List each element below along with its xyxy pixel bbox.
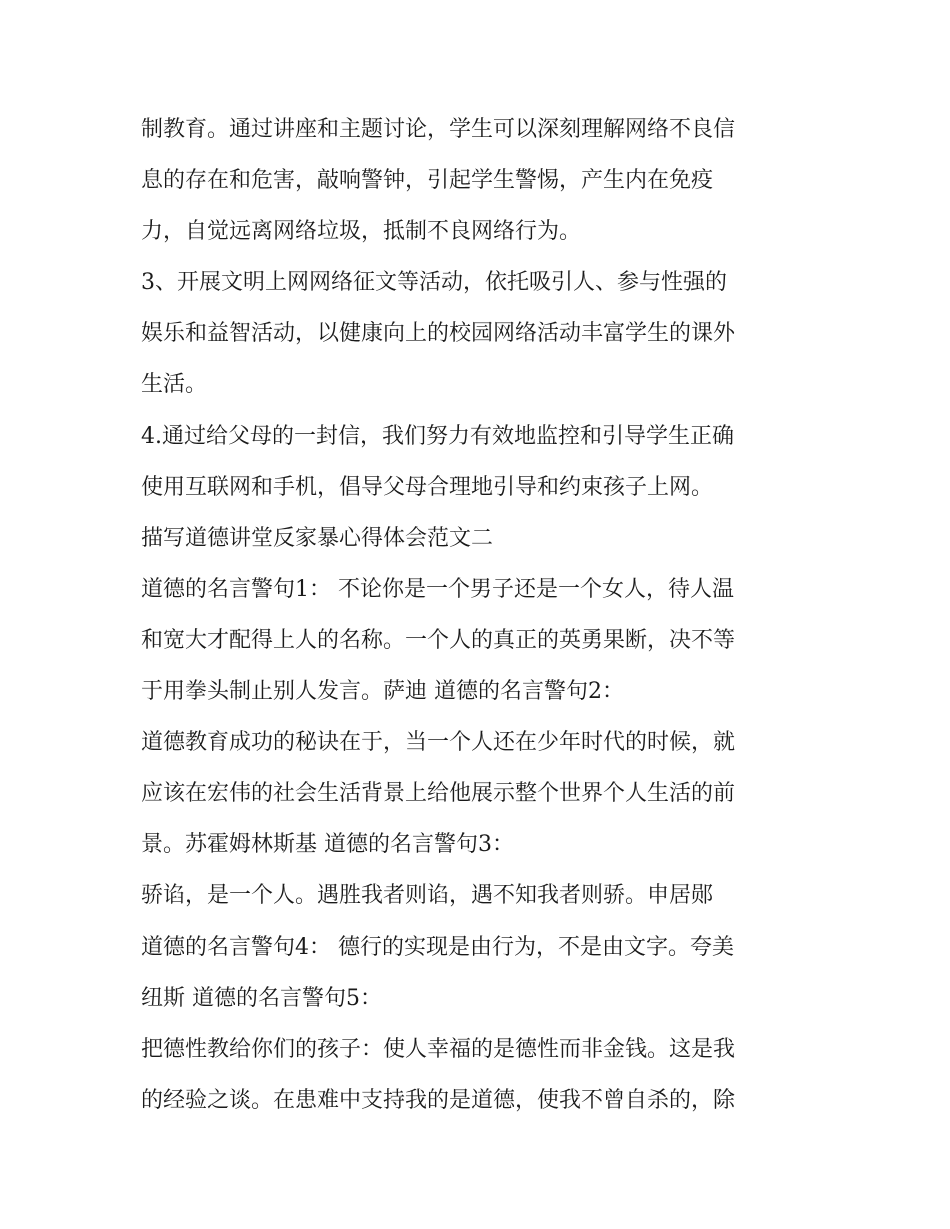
text-line: 景。苏霍姆林斯基 道德的名言警句3： [141,832,514,858]
section-heading: 描写道德讲堂反家暴心得体会范文二 [141,525,494,551]
text-line: 娱乐和益智活动，以健康向上的校园网络活动丰富学生的课外 [141,321,736,347]
text-line: 的经验之谈。在患难中支持我的是道德，使我不曾自杀的，除 [141,1087,736,1113]
text-line: 使用互联网和手机，倡导父母合理地引导和约束孩子上网。 [141,474,714,500]
text-line: 于用拳头制止别人发言。萨迪 道德的名言警句2： [141,679,624,705]
text-line: 纽斯 道德的名言警句5： [141,985,382,1011]
text-line: 力，自觉远离网络垃圾，抵制不良网络行为。 [141,219,582,245]
text-line: 4.通过给父母的一封信，我们努力有效地监控和引导学生正确 [141,423,734,449]
text-line: 息的存在和危害，敲响警钟，引起学生警惕，产生内在免疫 [141,168,714,194]
text-line: 把德性教给你们的孩子：使人幸福的是德性而非金钱。这是我 [141,1036,736,1062]
text-line: 骄谄，是一个人。遇胜我者则谄，遇不知我者则骄。申居郧 [141,883,714,909]
text-line: 和宽大才配得上人的名称。一个人的真正的英勇果断，决不等 [141,627,736,653]
text-line: 道德的名言警句4： 德行的实现是由行为，不是由文字。夸美 [141,934,734,960]
document-body [141,104,821,1126]
text-line: 道德的名言警句1： 不论你是一个男子还是一个女人，待人温 [141,576,734,602]
text-line: 应该在宏伟的社会生活背景上给他展示整个世界个人生活的前 [141,781,736,807]
text-line: 生活。 [141,372,208,398]
text-line: 道德教育成功的秘诀在于，当一个人还在少年时代的时候，就 [141,730,736,756]
text-line: 3、开展文明上网网络征文等活动，依托吸引人、参与性强的 [141,270,727,296]
text-line: 制教育。通过讲座和主题讨论，学生可以深刻理解网络不良信 [141,117,736,142]
